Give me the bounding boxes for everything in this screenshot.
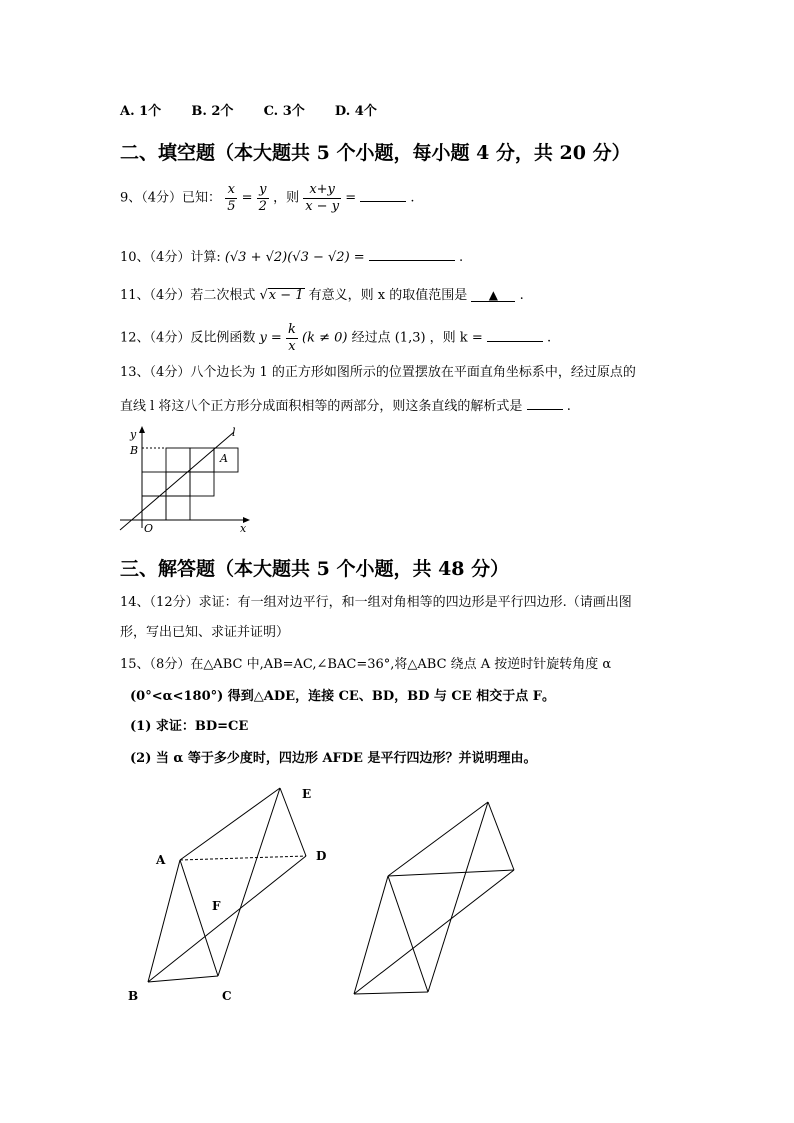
q11-end: . (519, 288, 524, 303)
question-15-line-1: 15、（8分）在△ABC 中,AB=AC,∠BAC=36°,将△ABC 绕点 A 按逆时针旋转角度 α (120, 657, 612, 672)
question-15-part-1: (1) 求证：BD=CE (130, 719, 249, 734)
choice-d: D. 4个 (334, 104, 377, 119)
copy-segment-de (488, 802, 514, 870)
y-axis-arrow (139, 426, 145, 433)
q10-prefix: 10、（4分）计算: (120, 250, 225, 265)
question-11 (120, 288, 524, 302)
label-d: D (316, 849, 327, 863)
q9-frac-1: $\frac{x}{5}$ (227, 182, 236, 214)
question-15-part-2: (2) 当 α 等于多少度时，四边形 AFDE 是平行四边形？并说明理由。 (130, 751, 537, 766)
q9-mid: ，则 (273, 190, 304, 206)
q9-end: . (410, 190, 415, 206)
q12-end: . (546, 330, 552, 346)
segment-ad (180, 856, 306, 860)
q12-prefix: 12、（4分）反比例函数 (120, 330, 260, 346)
segment-ac (180, 860, 218, 976)
q9-eq2: = (345, 190, 361, 206)
choice-a: A. 1个 (120, 104, 162, 119)
q11-answer-blank[interactable]: ▲ (471, 289, 515, 302)
q11-prefix: 11、（4分）若二次根式 (120, 288, 256, 303)
choice-b: B. 2个 (191, 104, 234, 119)
q11-sqrt: √x − 1 (259, 288, 304, 303)
section-2-heading: 二、填空题（本大题共 5 个小题，每小题 4 分，共 20 分） (120, 142, 631, 164)
label-o: O (144, 522, 154, 535)
q11-mid: 有意义，则 x 的取值范围是 (308, 288, 468, 303)
q15-figure-labeled (120, 778, 340, 1008)
label-a: A (156, 853, 166, 867)
q12-lhs: y = (259, 330, 286, 346)
q12-frac: $\frac{k}{x}$ (287, 322, 296, 354)
q13-line2-text: 直线 l 将这八个正方形分成面积相等的两部分，则这条直线的解析式是 (120, 399, 523, 414)
label-x: x (240, 522, 247, 535)
question-13-line-1: 13、（4分）八个边长为 1 的正方形如图所示的位置摆放在平面直角坐标系中，经过原点的 (120, 365, 636, 380)
q12-answer-blank[interactable] (487, 329, 543, 342)
copy-segment-ab (354, 876, 388, 994)
choice-c: C. 3个 (263, 104, 305, 119)
segment-ae (180, 788, 280, 860)
label-y: y (130, 428, 137, 441)
q9-frac-2: $\frac{y}{2}$ (258, 182, 267, 214)
q9-answer-blank[interactable] (360, 189, 406, 202)
q9-frac-3: $\frac{x+y}{x - y}$ (305, 182, 340, 214)
label-f: F (212, 899, 221, 913)
copy-segment-ad (388, 870, 514, 876)
question-14-line-2: 形，写出已知、求证并证明） (120, 625, 290, 640)
copy-segment-ae (388, 802, 488, 876)
label-e: E (302, 787, 312, 801)
square-3 (142, 472, 166, 496)
q10-expression: (√3 + √2)(√3 − √2) = (224, 250, 369, 265)
label-l: l (232, 426, 236, 439)
label-b: B (128, 989, 139, 1003)
copy-segment-bc (354, 992, 428, 994)
q13-answer-blank[interactable] (527, 397, 563, 410)
label-b: B (130, 444, 139, 457)
choices-row (120, 105, 403, 118)
square-2 (166, 496, 190, 520)
square-5 (190, 472, 214, 496)
q13-figure (116, 424, 256, 536)
section-3-heading: 三、解答题（本大题共 5 个小题，共 48 分） (120, 558, 510, 580)
question-14-line-1: 14、（12分）求证：有一组对边平行，和一组对角相等的四边形是平行四边形.（请画出图 (120, 595, 632, 610)
q9-prefix: 9、（4分）已知： (120, 190, 222, 206)
label-c: C (222, 989, 232, 1003)
q12-condition: (k ≠ 0) (302, 330, 348, 346)
q10-answer-blank[interactable] (369, 248, 455, 261)
q10-end: . (458, 250, 464, 265)
segment-ce (218, 788, 280, 976)
copy-segment-ac (388, 876, 428, 992)
q13-end: . (566, 399, 571, 414)
square-4 (166, 472, 190, 496)
copy-segment-bd (354, 870, 514, 994)
q9-eq: = (241, 190, 257, 206)
segment-bc (148, 976, 218, 982)
label-a: A (220, 452, 228, 465)
segment-bd (148, 856, 306, 982)
question-10 (120, 248, 463, 264)
question-12 (120, 322, 551, 354)
segment-ab (148, 860, 180, 982)
square-6 (166, 448, 190, 472)
q15-figure-unlabeled (348, 796, 524, 998)
question-9 (120, 182, 415, 214)
question-15-line-2: (0°<α<180°) 得到△ADE，连接 CE、BD，BD 与 CE 相交于点 F。 (130, 689, 555, 704)
q12-mid: 经过点 (1,3) ，则 k = (351, 330, 487, 346)
question-13-line-2 (120, 397, 571, 413)
